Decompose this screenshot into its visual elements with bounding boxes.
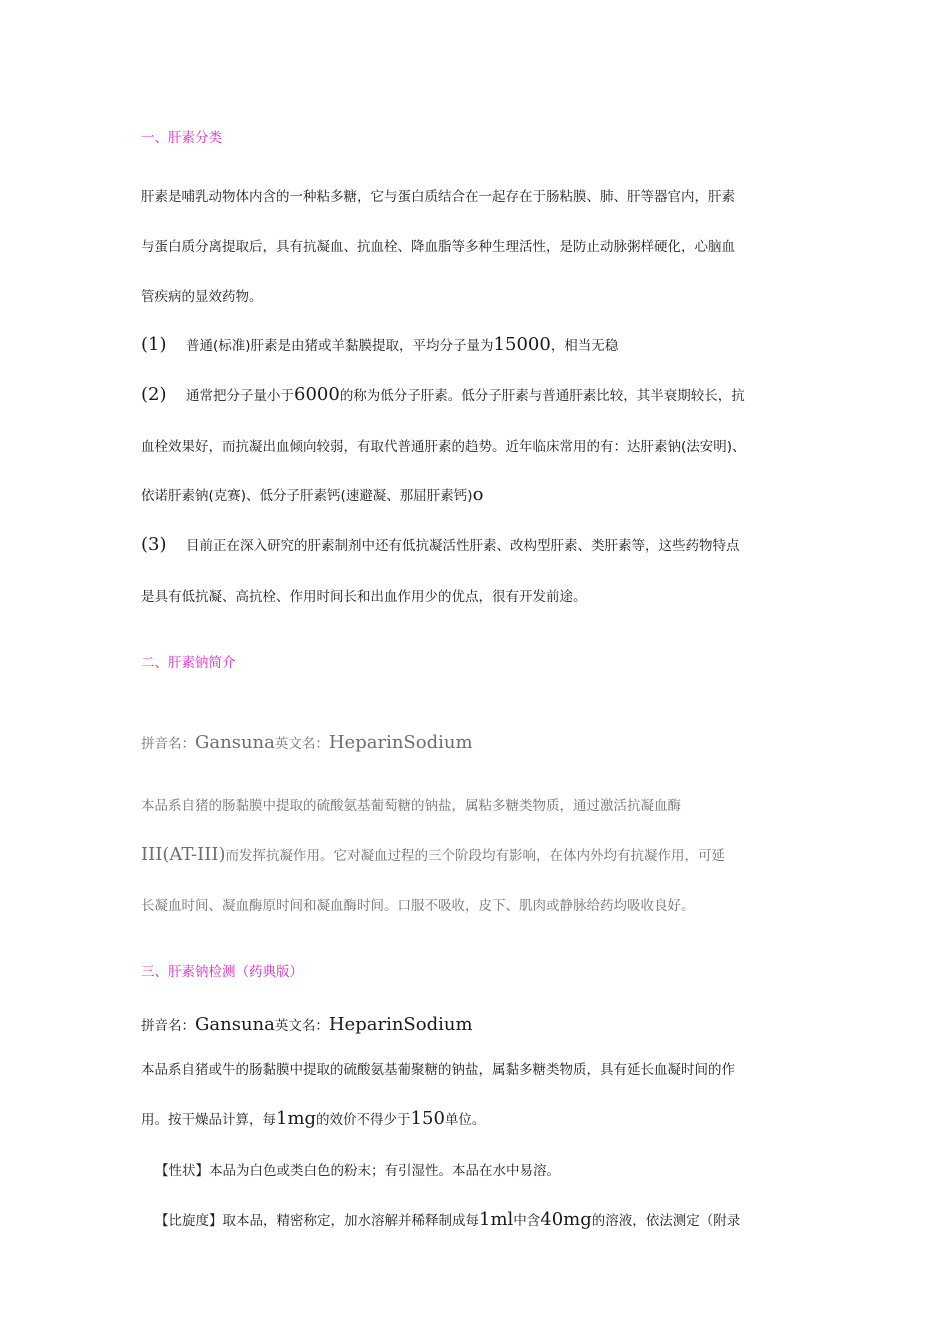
paragraph-line: 本品系自猪或牛的肠黏膜中提取的硫酸氨基葡聚糖的钠盐，属黏多糖类物质，具有延长血凝时间的作: [141, 1062, 735, 1078]
item-number: (1): [141, 334, 167, 355]
property-line: 【性状】本品为白色或类白色的粉末；有引湿性。本品在水中易溶。: [155, 1163, 560, 1179]
name-line: 拼音名：Gansuna英文名：HeparinSodium: [141, 732, 473, 753]
section-3-heading: 三、肝素钠检测（药典版）: [141, 964, 303, 980]
section-1-heading: 一、肝素分类: [141, 130, 222, 146]
paragraph-line: III(AT-III)而发挥抗凝作用。它对凝血过程的三个阶段均有影响，在体内外均有抗凝作用，可延: [141, 844, 725, 865]
rotation-line: 【比旋度】取本品，精密称定，加水溶解并稀释制成每1ml中含40mg的溶液，依法测定（附录: [155, 1209, 741, 1230]
list-item-1: (1) 普通(标准)肝素是由猪或羊黏膜提取，平均分子量为15000，相当无稳: [141, 334, 619, 355]
item-number: (3): [141, 534, 167, 555]
paragraph-line: 本品系自猪的肠黏膜中提取的硫酸氨基葡萄糖的钠盐，属粘多糖类物质，通过激活抗凝血酶: [141, 798, 681, 814]
paragraph-line: 是具有低抗凝、高抗栓、作用时间长和出血作用少的优点，很有开发前途。: [141, 589, 587, 605]
section-2-heading: 二、肝素钠简介: [141, 655, 236, 671]
item-number: (2): [141, 384, 167, 405]
paragraph-line: 依诺肝素钠(克赛)、低分子肝素钙(速避凝、那屈肝素钙)o: [141, 484, 484, 505]
paragraph-line: 与蛋白质分离提取后，具有抗凝血、抗血栓、降血脂等多种生理活性，是防止动脉粥样硬化，心脑血: [141, 239, 735, 255]
name-line: 拼音名：Gansuna英文名：HeparinSodium: [141, 1014, 473, 1035]
list-item-3: (3) 目前正在深入研究的肝素制剂中还有低抗凝活性肝素、改构型肝素、类肝素等，这些药物特点: [141, 534, 740, 555]
paragraph-line: 管疾病的显效药物。: [141, 289, 263, 305]
paragraph-line: 肝素是哺乳动物体内含的一种粘多糖，它与蛋白质结合在一起存在于肠粘膜、肺、肝等器官内，肝素: [141, 189, 735, 205]
paragraph-line: 用。按干燥品计算，每1mg的效价不得少于150单位。: [141, 1108, 486, 1129]
list-item-2: (2) 通常把分子量小于6000的称为低分子肝素。低分子肝素与普通肝素比较，其半衰期较长，抗: [141, 384, 745, 405]
paragraph-line: 长凝血时间、凝血酶原时间和凝血酶时间。口服不吸收，皮下、肌肉或静脉给药均吸收良好。: [141, 898, 695, 914]
paragraph-line: 血栓效果好，而抗凝出血倾向较弱，有取代普通肝素的趋势。近年临床常用的有：达肝素钠(法安明)、: [141, 439, 746, 455]
